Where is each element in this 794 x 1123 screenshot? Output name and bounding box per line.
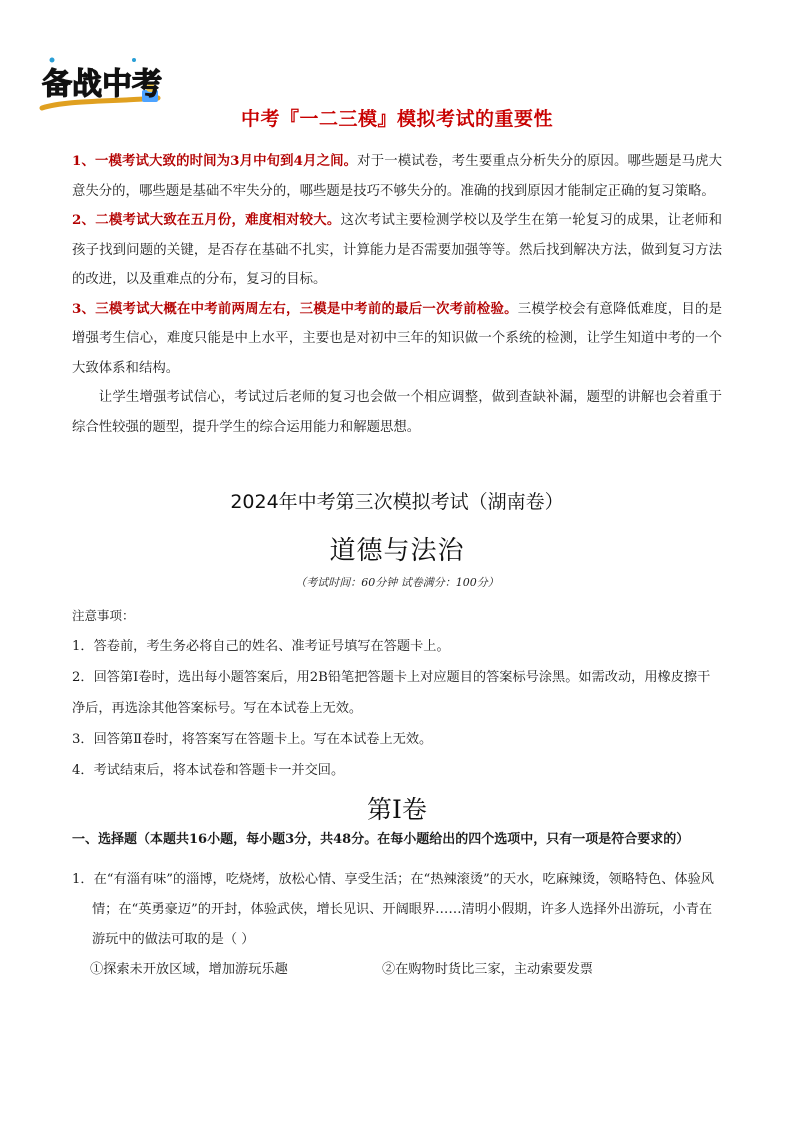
option-1: ①探索未开放区域，增加游玩乐趣	[90, 962, 288, 977]
section-heading: 一、选择题（本题共16小题，每小题3分，共48分。在每小题给出的四个选项中，只有一项是符合要求的）	[72, 832, 690, 847]
notes-heading: 注意事项：	[72, 608, 135, 623]
question-1-options	[72, 955, 722, 985]
exam-info: （考试时间：60分钟 试卷满分：100分）	[295, 576, 499, 589]
intro-title: 中考『一二三模』模拟考试的重要性	[240, 108, 553, 130]
note-item: 3．回答第Ⅱ卷时，将答案写在答题卡上。写在本试卷上无效。	[72, 732, 433, 747]
intro-paragraph-1: 1、一模考试大致的时间为3月中旬到4月之间。对于一模试卷，考生要重点分析失分的原因。哪些题是马虎大意失分的，哪些题是基础不牢失分的，哪些题是技巧不够失分的。准确的找到原因才能制定正确的复习策略。	[72, 153, 723, 199]
question-1-stem: 1．在“有淄有味”的淄博，吃烧烤，放松心情、享受生活；在“热辣滚烫”的天水，吃麻辣烫，领略特色、体验风情；在“英勇豪迈”的开封，体验武侠，增长见识、开阔眼界……清明小假期，许多人选择外出游玩，小青在游玩中的做法可取的是（ ）	[72, 872, 714, 947]
logo-lettering: 备战中考	[42, 67, 162, 102]
note-item: 4．考试结束后，将本试卷和答题卡一并交回。	[72, 763, 345, 778]
notes-section	[72, 600, 722, 786]
volume-heading: 第Ⅰ卷	[367, 795, 427, 824]
intro-paragraph-2: 2、二模考试大致在五月份，难度相对较大。这次考试主要检测学校以及学生在第一轮复习的成果，让老师和孩子找到问题的关键，是否存在基础不扎实，计算能力是否需要加强等等。然后找到解决方法，做到复习方法的改进，以及重难点的分布，复习的目标。	[72, 212, 722, 287]
subject-title: 道德与法治	[329, 536, 465, 566]
option-2: ②在购物时货比三家，主动索要发票	[382, 962, 593, 977]
note-item: 1．答卷前，考生务必将自己的姓名、准考证号填写在答题卡上。	[72, 639, 450, 654]
exam-title: 2024年中考第三次模拟考试（湖南卷）	[230, 491, 564, 513]
intro-paragraph-3: 3、三模考试大概在中考前两周左右，三模是中考前的最后一次考前检验。三模学校会有意降低难度，目的是增强考生信心，难度只能是中上水平，主要也是对初中三年的知识做一个系统的检测，让学生知道中考的一个大致体系和结构。	[72, 300, 722, 376]
intro-section	[72, 147, 722, 442]
intro-paragraph-4: 让学生增强考试信心，考试过后老师的复习也会做一个相应调整，做到查缺补漏，题型的讲解也会着重于综合性较强的题型，提升学生的综合运用能力和解题思想。	[72, 390, 722, 435]
questions-section	[72, 827, 722, 985]
note-item: 2．回答第Ⅰ卷时，选出每小题答案后，用2B铅笔把答题卡上对应题目的答案标号涂黑。如需改动，用橡皮擦干净后，再选涂其他答案标号。写在本试卷上无效。	[72, 670, 711, 716]
